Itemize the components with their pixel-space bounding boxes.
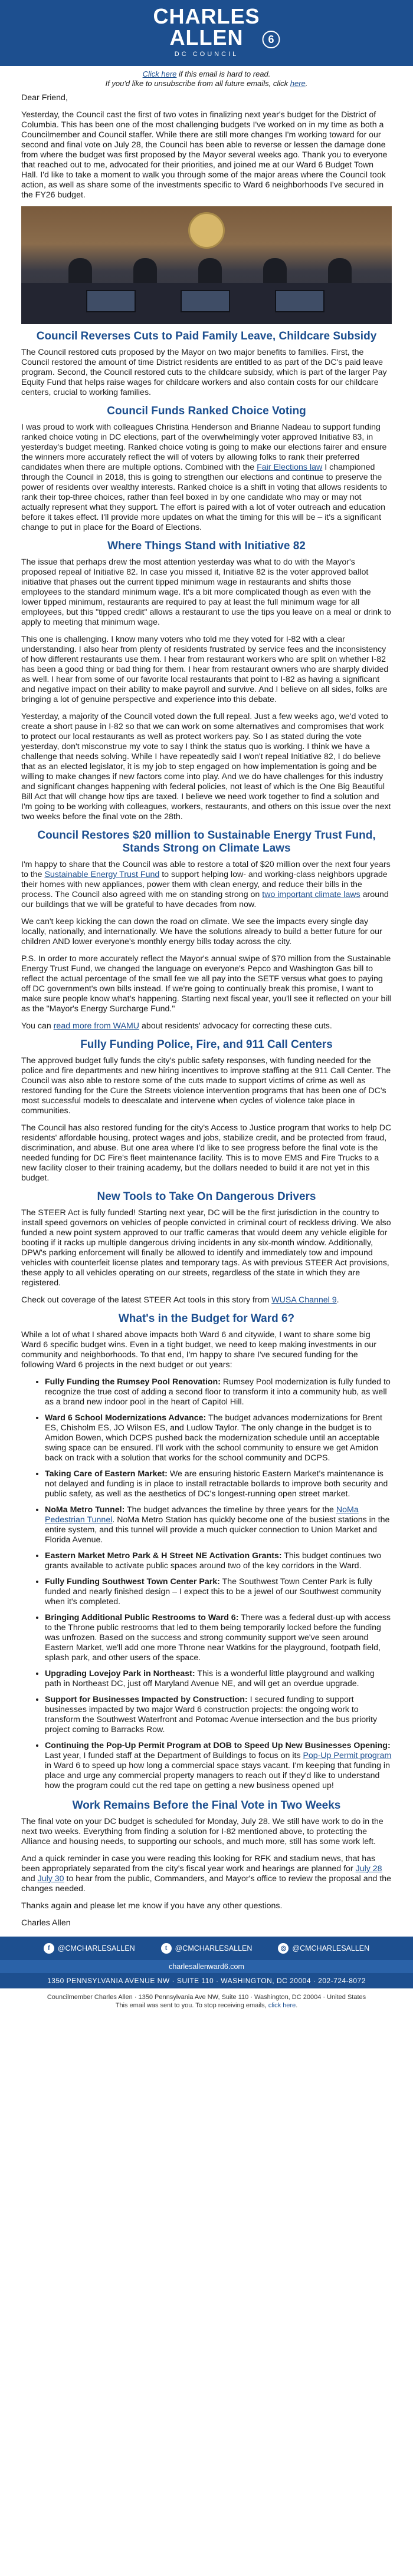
top-note-end: . [305, 79, 308, 88]
greeting: Dear Friend, [21, 93, 68, 103]
item-title: Fully Funding Southwest Town Center Park: [45, 1577, 220, 1587]
instagram-handle: @CMCHARLESALLEN [292, 1944, 370, 1952]
email-header [0, 0, 413, 66]
logo-line1: CHARLES [153, 4, 260, 28]
main-content [0, 330, 413, 1928]
heading-paid-leave: Council Reverses Cuts to Paid Family Leave, Childcare Subsidy [36, 330, 377, 342]
final-vote-p2 [21, 1854, 392, 1894]
final-vote-text1: And a quick reminder in case you were reading this looking for RFK and stadium news, that has been appropriately separated from the city's fiscal year work and hearings are planned for [21, 1854, 376, 1874]
heading-final-vote: Work Remains Before the Final Vote in Two Weeks [72, 1799, 341, 1812]
footer-end: . [296, 2002, 298, 2009]
item-text: I secured funding to support businesses impacted by two major Ward 6 construction projects: the ongoing work to transform the Southwest Waterfront and Potomac Avenue intersection and the bus priority project coming to Barracks Row. [45, 1695, 378, 1734]
top-note-line2 [0, 79, 413, 88]
top-note-text2: If you'd like to unsubscribe from all future emails, click [105, 79, 290, 88]
unsubscribe-link-top[interactable]: here [290, 79, 306, 88]
item-text: The budget advances modernizations for Brent ES, Chisholm ES, JO Wilson ES, and Ludlow Taylor. The only change in the budget is to Amidon Bowen, which DCPS pushed back the modernization schedule until an acceptable swing space can be ensured. I'll work with the school community to ensure we get Amidon back on track with a solution that works for the school community and DCPS. [45, 1413, 382, 1463]
energy-text4: You can [21, 1021, 54, 1031]
july-28-link[interactable]: July 28 [355, 1864, 382, 1874]
list-item [45, 1505, 392, 1545]
facebook-handle: @CMCHARLESALLEN [57, 1944, 135, 1952]
list-item [45, 1741, 392, 1791]
top-note-text1: if this email is hard to read. [176, 70, 271, 78]
item-title: NoMa Metro Tunnel: [45, 1505, 125, 1515]
wamu-link[interactable]: read more from WAMU [53, 1021, 140, 1031]
item-title: Upgrading Lovejoy Park in Northeast: [45, 1669, 195, 1678]
item-title: Continuing the Pop-Up Permit Program at DOB to Speed Up New Businesses Opening: [45, 1741, 391, 1750]
ranked-choice-text2: I championed through the Council in 2018, this is going to strengthen our elections and continue to preserve the power of residents over wealthy interests. Ranked choice is a shift in voting that allows residents to rank their top-three choices, rather than feel boxed in by one candidate who may or may not actually represent what they support. The effort is paired with a lot of voter outreach and education before it takes effect. I'll provide more updates on what the timing for this will be – it's a significant change to put in place for the Board of Elections. [21, 463, 387, 532]
twitter-link[interactable] [161, 1943, 253, 1954]
ward-badge: 6 [263, 31, 280, 48]
unsubscribe-link-bottom[interactable]: click here [268, 2002, 296, 2009]
police-fire-p2: The Council has also restored funding for the city's Access to Justice program that works to help DC residents' affordable housing, protect wages and jobs, stabilize credit, and be protected from fraud, discrimination, and abuse. But one area where I'd like to see progress before the final vote is the needed funding for DC Fire's fleet maintenance facility. This is to move EMS and Fire Trucks to a new facility closer to their training academy, but the dollars needed to build it are not yet in this budget. [21, 1123, 392, 1183]
popup-permit-link[interactable]: Pop-Up Permit program [303, 1751, 392, 1760]
final-vote-p3: Thanks again and please let me know if you have any other questions. [21, 1901, 283, 1911]
list-item [45, 1377, 392, 1407]
list-item [45, 1577, 392, 1607]
list-item [45, 1469, 392, 1499]
energy-p3: P.S. In order to more accurately reflect the Mayor's annual swipe of $70 million from the Sustainable Energy Trust Fund, we changed the language on everyone's Pepco and Washington Gas bill to reflect the actual percentage of the small fee we all pay into the SETF versus what goes to paying off DC government's own bills instead. If we're going to continually break this promise, I want to make sure people know what's happening. Starting next fiscal year, you'll see it reflected on your bill as the "Mayor's Energy Surcharge Fund." [21, 954, 391, 1014]
list-item [45, 1669, 392, 1689]
item-text: We are ensuring historic Eastern Market's maintenance is not delayed and funding is in place to install retractable bollards to improve both security and public safety, as well as the aesthetics of DC's longest-running open street market. [45, 1469, 388, 1499]
photo-monitor [86, 290, 136, 312]
item-text: There was a federal dust-up with access to the Throne public restrooms that led to them being temporarily locked before the funding was unfrozen. Based on the success and strong community support we've seen around Eastern Market, we'll add one more Throne near Watkins for the playground, footpath field, splash park, and other users of the space. [45, 1613, 391, 1663]
initiative82-p1: The issue that perhaps drew the most attention yesterday was what to do with the Mayor's proposed repeal of Initiative 82. In case you missed it, Initiative 82 is the voter approved ballot initiative that phases out the current tipped minimum wage in restaurants and shifts those employees to the standard minimum wage. It's a bit more complicated though as even with the lower tipped minimum, restaurants are required to pay at least the full minimum wage for all employees, but this "tipped credit" allows a restaurant to use the tips you leave on a meal or drink to apply to meeting that minimum wage. [21, 558, 391, 627]
item-text: This budget continues two grants available to activate public spaces around two of the key corridors in the Ward. [45, 1551, 382, 1571]
signoff: Charles Allen [21, 1918, 71, 1928]
energy-p2: We can't keep kicking the can down the road on climate. We see the impacts every single day locally, nationally, and internationally. We have the solutions already to build a better future for our children AND lower everyone's monthly energy bills today across the city. [21, 917, 382, 946]
climate-laws-link[interactable]: two important climate laws [262, 890, 360, 899]
noma-tunnel-link[interactable]: NoMa Pedestrian Tunnel [45, 1505, 359, 1525]
final-vote-text3: to hear from the public, Commanders, and Mayor's office to review the proposal and the changes needed. [21, 1874, 392, 1894]
initiative82-p2: This one is challenging. I know many voters who told me they voted for I-82 with a clear understanding. I also hear from plenty of residents frustrated by service fees and the inconsistency of how different restaurants use them. I hear from restaurant workers who are split on whether I-82 has been a good thing or bad thing for them. I hear from restaurant owners who are sharply divided as well. I hear from some of our favorite local restaurants that point to I-82 as having a significant and negative impact on their ability to make payroll and survive. And I believe on all sides, folks are bringing a lot of genuine perspective and experience into this debate. [21, 635, 389, 704]
heading-energy: Council Restores $20 million to Sustainable Energy Trust Fund, Stands Strong on Climate Laws [37, 829, 376, 855]
item-text: Last year, I funded staff at the Department of Buildings to focus on its [45, 1751, 303, 1760]
heading-police-fire: Fully Funding Police, Fire, and 911 Call Centers [80, 1038, 333, 1051]
item-text: The budget advances the timeline by three years for the [124, 1505, 336, 1515]
intro-paragraph: Yesterday, the Council cast the first of two votes in finalizing next year's budget for the District of Columbia. This has been one of the most challenging budgets I've worked on in my time as both a Councilmember and Council staffer. While there are still more changes I'm working toward for our second and final vote on July 28, the Council has been able to reverse or lessen the damage done from where the budget was first proposed by the Mayor several weeks ago. Thank you to everyone that reached out to me, advocated for their priorities, and joined me at our Ward 6 Budget Town Hall. I'd like to take a moment to walk you through some of the major areas where the Council took action, as well as share some of the investments specific to Ward 6 neighborhoods I've secured in the FY26 budget. [21, 110, 388, 200]
item-title: Support for Businesses Impacted by Construction: [45, 1695, 248, 1704]
list-item [45, 1413, 392, 1463]
website-link[interactable]: charlesallenward6.com [0, 1960, 413, 1973]
list-item [45, 1613, 392, 1663]
item-title: Bringing Additional Public Restrooms to Ward 6: [45, 1613, 239, 1622]
item-title: Eastern Market Metro Park & H Street NE Activation Grants: [45, 1551, 282, 1561]
top-note [0, 70, 413, 88]
heading-drivers: New Tools to Take On Dangerous Drivers [97, 1190, 316, 1203]
instagram-link[interactable] [278, 1943, 369, 1954]
energy-trust-fund-link[interactable]: Sustainable Energy Trust Fund [44, 870, 160, 879]
energy-text5: about residents' advocacy for correcting these cuts. [139, 1021, 332, 1031]
drivers-text2: . [336, 1295, 339, 1305]
twitter-icon: t [161, 1943, 172, 1954]
twitter-handle: @CMCHARLESALLEN [175, 1944, 253, 1952]
item-text: The Southwest Town Center Park is fully funded and nearly finished design – I expect this to be a jewel of our Southwest community when it's completed. [45, 1577, 382, 1607]
heading-ranked-choice: Council Funds Ranked Choice Voting [107, 405, 306, 417]
item-text-after: in Ward 6 to speed up how long a commercial space stays vacant. I'm keeping that funding in place and urge any commercial property managers to reach out if they'd like to understand how the program could cut the red tape on getting a new business opened up! [45, 1761, 390, 1790]
drivers-p2 [21, 1295, 392, 1305]
instagram-icon: ◎ [278, 1943, 289, 1954]
item-title: Ward 6 School Modernizations Advance: [45, 1413, 206, 1423]
fair-elections-link[interactable]: Fair Elections law [257, 463, 323, 472]
office-address: 1350 PENNSYLVANIA AVENUE NW · SUITE 110 · WASHINGTON, DC 20004 · 202-724-8072 [0, 1973, 413, 1988]
final-vote-p1: The final vote on your DC budget is scheduled for Monday, July 28. We still have work to do in the next two weeks. Everything from finding a solution for I-82 mentioned above, to protecting the Alliance and housing needs, to supporting our schools, and much more, still has some work left. [21, 1817, 384, 1846]
ward6-intro: While a lot of what I shared above impacts both Ward 6 and citywide, I want to share some big Ward 6 specific budget wins. Even in a tight budget, we need to keep making investments in our community and neighborhoods. To that end, I'm happy to share I've secured funding for the following Ward 6 projects in the next budget or out years: [21, 1330, 376, 1370]
photo-monitor [181, 290, 230, 312]
item-title: Taking Care of Eastern Market: [45, 1469, 168, 1479]
logo-line2: ALLEN [169, 25, 244, 50]
final-vote-text2: and [21, 1874, 38, 1884]
ranked-choice-body [21, 423, 392, 533]
top-note-line1 [0, 70, 413, 79]
energy-p1 [21, 860, 392, 910]
social-bar [0, 1937, 413, 1960]
item-text-after: . NoMa Metro Station has quickly become one of the busiest stations in the entire system, and this tunnel will provide a much quicker connection to Union Market and Florida Avenue. [45, 1515, 390, 1545]
list-item [45, 1695, 392, 1735]
drivers-p1: The STEER Act is fully funded! Starting next year, DC will be the first jurisdiction in the country to install speed governors on vehicles of people convicted in criminal court of reckless driving. We also funded a new point system approved to our traffic cameras that would deem any vehicle eligible for booting if it racks up multiple dangerous driving incidents in any six-month window. Additionally, DPW's parking enforcement will finally be allowed to identify and immediately tow and impound vehicles with counterfeit license plates and temporary tags. As with previous STEER Act provisions, these apply to all vehicles operating on our streets, regardless of the state in which they are registered. [21, 1208, 391, 1288]
heading-initiative82: Where Things Stand with Initiative 82 [107, 540, 306, 552]
paid-leave-body: The Council restored cuts proposed by the Mayor on two major benefits to families. First, the Council restored the amount of time District residents are entitled to as part of the DC's paid leave program. Second, the Council restored cuts to the childcare subsidy, which is part of the larger Pay Equity Fund that helps raise wages for childcare workers and also contain costs for our childcare centers, crucial to working families. [21, 348, 387, 397]
energy-text3: around our buildings that we will be grateful to have decades from now. [21, 890, 389, 909]
ranked-choice-text1: I was proud to work with colleagues Christina Henderson and Brianne Nadeau to support funding ranked choice voting in DC elections, part of the overwhelmingly voter approved Initiative 83, in yesterday's budget meeting. Ranked choice voting is going to make our elections fairer and ensure the winners more accurately reflect the will of voters by allowing folks to rank their preferred candidates when there are multiple options. Combined with the [21, 423, 387, 472]
item-text: This is a wonderful little playground and walking path in Northeast DC, just off Maryland Avenue NE, and will get an overdue upgrade. [45, 1669, 375, 1688]
drivers-text1: Check out coverage of the latest STEER Act tools in this story from [21, 1295, 272, 1305]
item-title: Fully Funding the Rumsey Pool Renovation: [45, 1377, 221, 1387]
wusa-link[interactable]: WUSA Channel 9 [271, 1295, 337, 1305]
email-footer [0, 1988, 413, 2016]
item-text: Rumsey Pool modernization is fully funded to recognize the true cost of adding a second floor to transform it into a community hub, as well as a brand new indoor pool in the heart of Capitol Hill. [45, 1377, 391, 1407]
july-30-link[interactable]: July 30 [37, 1874, 64, 1884]
energy-p4 [21, 1021, 392, 1031]
dc-seal-icon [188, 212, 225, 249]
intro-block [0, 93, 413, 200]
list-item [45, 1551, 392, 1571]
heading-ward6: What's in the Budget for Ward 6? [118, 1312, 295, 1325]
charles-allen-logo [153, 4, 274, 58]
council-hearing-photo [21, 206, 392, 324]
police-fire-p1: The approved budget fully funds the city's public safety responses, with funding needed for the police and fire departments and new hiring incentives to improve staffing at the 911 Call Center. The Council was also able to restore some of the cuts made to support victims of crime as well as restored funding for the Cure the Streets violence intervention programs that has been one of DC's most successful models to deescalate and intervene when cycles of violence take place in communities. [21, 1056, 391, 1116]
logo-line3: DC COUNCIL [174, 51, 239, 58]
facebook-icon: f [44, 1943, 54, 1954]
energy-text1: I'm happy to share that the Council was able to restore a total of $20 million over the next four years to the [21, 860, 391, 879]
facebook-link[interactable] [44, 1943, 135, 1954]
view-online-link[interactable]: Click here [142, 70, 177, 78]
photo-monitor [275, 290, 324, 312]
footer-text: This email was sent to you. To stop receiving emails, [115, 2002, 268, 2009]
footer-line1: Councilmember Charles Allen · 1350 Pennsylvania Ave NW, Suite 110 · Washington, DC 20004 · United States [47, 1994, 366, 2001]
ward6-projects-list [21, 1377, 392, 1791]
footer-line2 [12, 2001, 401, 2010]
energy-text2: to support helping low- and working-class neighbors upgrade their homes with new appliances, power them with clean energy, and reduce their bills in the process. The Council also agreed with me on standing strong on [21, 870, 388, 899]
initiative82-p3: Yesterday, a majority of the Council voted down the full repeal. Just a few weeks ago, we'd voted to create a short pause in I-82 so that we can work on some alternatives and compromises that work to protect our local restaurants as well as protect workers pay. So I as stated during the vote yesterday, don't misconstrue my vote to say I think the status quo is working. I think we have a challenge that needs solving. While I have repeatedly said I won't repeal Initiative 82, I do believe that as an elected legislator, it is my job to step engaged on how implementation is going and be willing to make changes if new factors come into play. And we do have challenges for this industry and significant changes happening with federal policies, not least of which is the One Big Beautiful Bill Act that will change how tips are taxed. I believe we need work together to find a solution and I'm going to be working with colleagues, workers, restaurants, and others on this issue over the next two weeks before the final vote on the 28th. [21, 712, 391, 822]
